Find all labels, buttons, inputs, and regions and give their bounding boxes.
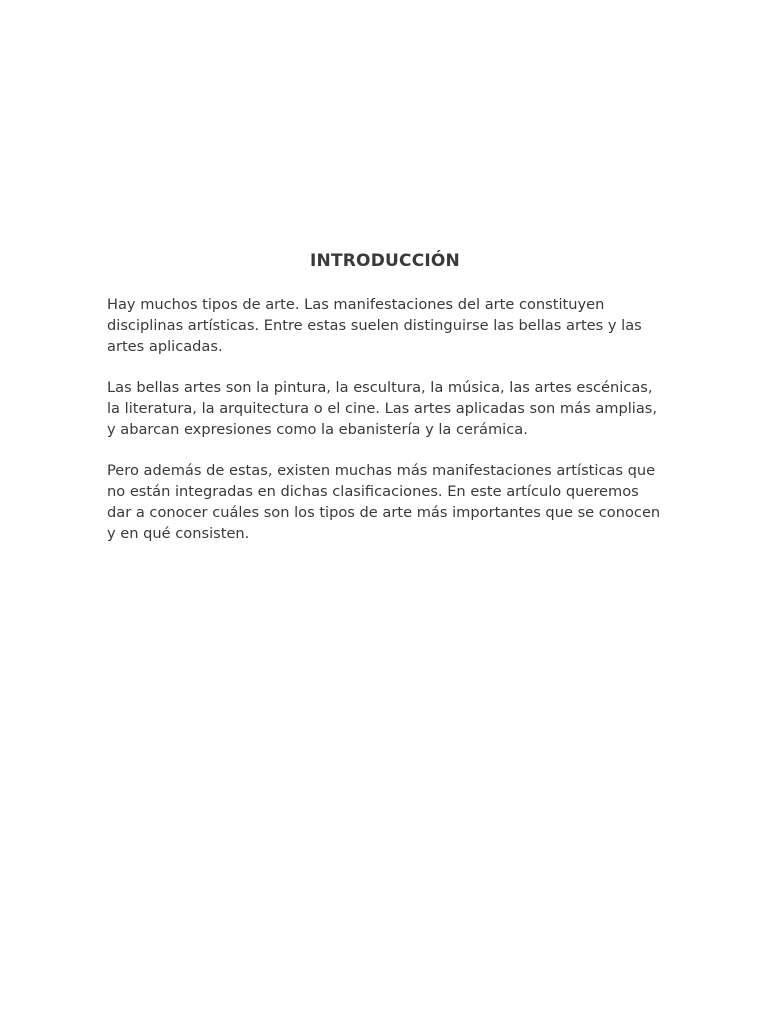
paragraph-1: Hay muchos tipos de arte. Las manifestaciones del arte constituyen disciplinas artísticas. Entre estas suelen distinguirse las bellas artes y las artes aplicadas. (107, 296, 642, 355)
document-page (107, 248, 663, 564)
paragraph-3: Pero además de estas, existen muchas más manifestaciones artísticas que no están integradas en dichas clasificaciones. En este artículo queremos dar a conocer cuáles son los tipos de arte más importantes que se conocen y en qué consisten. (107, 462, 661, 542)
document-title: INTRODUCCIÓN (310, 251, 460, 271)
paragraph-2: Las bellas artes son la pintura, la escultura, la música, las artes escénicas, la literatura, la arquitectura o el cine. Las artes aplicadas son más amplias, y abarcan expresiones como la ebanistería y la cerámica. (107, 379, 658, 438)
